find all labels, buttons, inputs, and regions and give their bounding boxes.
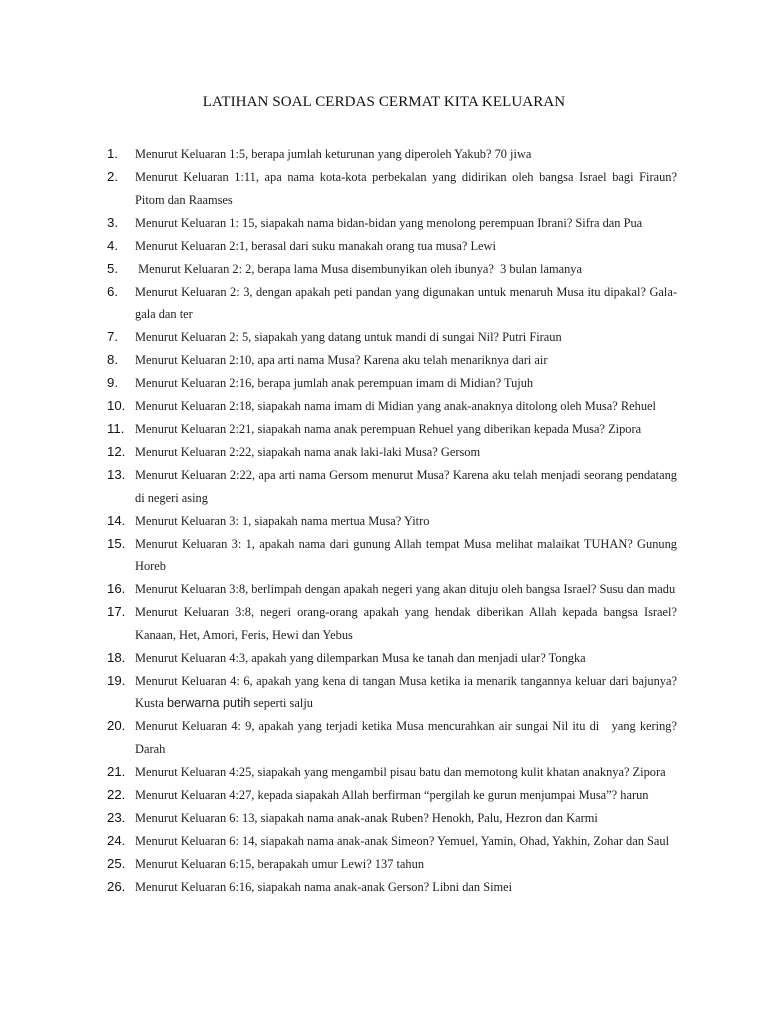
question-text: Menurut Keluaran 4:27, kepada siapakah Allah berfirman “pergilah ke gurun menjumpai Musa”? harun [135,787,649,802]
question-text: Menurut Keluaran 6:16, siapakah nama anak-anak Gerson? Libni dan Simei [135,879,513,894]
question-text [135,670,681,715]
list-item [107,876,677,899]
list-item [107,601,677,646]
question-text: Menurut Keluaran 6: 13, siapakah nama anak-anak Ruben? Henokh, Palu, Hezron dan Karmi [135,810,598,825]
question-text-part: seperti salju [250,696,313,710]
question-text: Menurut Keluaran 1:11, apa nama kota-kota perbekalan yang didirikan oleh bangsa Israel bagi Firaun? Pitom dan Raamses [135,170,677,207]
question-text: Menurut Keluaran 2: 2, berapa lama Musa disembunyikan oleh ibunya? 3 bulan lamanya [135,261,582,276]
question-text: Menurut Keluaran 4: 9, apakah yang terjadi ketika Musa mencurahkan air sungai Nil itu di yang kering? Darah [135,719,681,756]
question-text: Menurut Keluaran 2:22, siapakah nama anak laki-laki Musa? Gersom [135,445,481,459]
question-text: Menurut Keluaran 2:18, siapakah nama imam di Midian yang anak-anaknya ditolong oleh Musa? Rehuel [135,399,656,413]
list-number: 20. [107,718,126,733]
list-item [107,830,677,853]
list-item [107,647,677,670]
list-item [107,372,677,395]
list-item [107,235,677,258]
question-text: Menurut Keluaran 6: 14, siapakah nama anak-anak Simeon? Yemuel, Yamin, Ohad, Yakhin, Zohar dan Saul [135,833,670,848]
list-number: 4. [107,237,118,253]
list-number: 25. [107,855,126,871]
list-number: 14. [107,512,126,528]
question-text: Menurut Keluaran 2: 3, dengan apakah peti pandan yang digunakan untuk menaruh Musa itu dipakal? Gala-gala dan ter [135,284,677,321]
question-text: Menurut Keluaran 3: 1, apakah nama dari gunung Allah tempat Musa melihat malaikat TUHAN? Gunung Horeb [135,536,677,573]
question-text: Menurut Keluaran 2:16, berapa jumlah anak perempuan imam di Midian? Tujuh [135,376,534,390]
list-number: 19. [107,672,126,688]
question-text: Menurut Keluaran 4:3, apakah yang dilemparkan Musa ke tanah dan menjadi ular? Tongka [135,650,586,665]
question-text: Menurut Keluaran 1:5, berapa jumlah keturunan yang diperoleh Yakub? 70 jiwa [135,147,532,161]
list-item [107,510,677,533]
list-item [107,464,677,509]
question-text: Menurut Keluaran 3:8, negeri orang-orang apakah yang hendak diberikan Allah kepada bangsa Israel? Kanaan, Het, Amori, Feris, Hewi dan Yebus [135,605,677,642]
list-number: 12. [107,444,126,459]
list-number: 13. [107,467,126,482]
list-item [107,784,677,807]
list-number: 24. [107,832,126,848]
list-item [107,578,677,601]
list-number: 16. [107,581,126,596]
list-item [107,143,677,166]
list-item [107,166,677,211]
list-number: 3. [107,214,118,230]
list-number: 26. [107,878,126,894]
question-text: Menurut Keluaran 2:1, berasal dari suku manakah orang tua musa? Lewi [135,238,496,253]
question-text: Menurut Keluaran 2:21, siapakah nama anak perempuan Rehuel yang diberikan kepada Musa? Zipora [135,422,642,436]
question-text: Menurut Keluaran 3:8, berlimpah dengan apakah negeri yang akan dituju oleh bangsa Israel? Susu dan madu [135,582,676,596]
list-number: 11. [107,421,125,436]
list-number: 1. [107,146,118,161]
list-item [107,761,677,784]
question-text: Menurut Keluaran 2:22, apa arti nama Gersom menurut Musa? Karena aku telah menjadi seorang pendatang di negeri asing [135,468,677,505]
list-number: 5. [107,260,118,276]
list-number: 2. [107,169,118,184]
list-number: 21. [107,763,126,779]
list-number: 17. [107,604,126,619]
list-item [107,395,677,418]
list-item [107,807,677,830]
list-number: 9. [107,375,118,390]
list-item [107,853,677,876]
question-list [107,143,681,899]
list-number: 22. [107,786,126,802]
list-number: 10. [107,398,126,413]
page-title: LATIHAN SOAL CERDAS CERMAT KITA KELUARAN [202,94,566,110]
list-item [107,533,677,578]
question-text-highlight: berwarna putih [167,696,251,710]
list-number: 15. [107,535,126,551]
list-number: 7. [107,329,118,344]
list-item [107,281,677,326]
list-number: 23. [107,809,126,825]
list-number: 6. [107,283,118,299]
list-number: 18. [107,649,126,665]
list-number: 8. [107,352,118,367]
list-item [107,715,681,760]
question-text: Menurut Keluaran 4:25, siapakah yang mengambil pisau batu dan memotong kulit khatan anaknya? Zipora [135,764,666,779]
list-item [107,670,681,715]
question-text: Menurut Keluaran 6:15, berapakah umur Lewi? 137 tahun [135,856,425,871]
question-text: Menurut Keluaran 1: 15, siapakah nama bidan-bidan yang menolong perempuan Ibrani? Sifra dan Pua [135,215,643,230]
list-item [107,441,677,464]
list-item [107,326,677,349]
list-item [107,418,677,441]
list-item [107,349,677,372]
list-item [107,258,677,281]
question-text-part: Menurut Keluaran 4: 6, apakah yang kena di tangan Musa ketika ia menarik tangannya keluar dari bajunya? Kusta [135,673,681,710]
question-text: Menurut Keluaran 2:10, apa arti nama Musa? Karena aku telah menariknya dari air [135,353,548,367]
list-item [107,212,677,235]
question-text: Menurut Keluaran 2: 5, siapakah yang datang untuk mandi di sungai Nil? Putri Firaun [135,330,562,344]
question-text: Menurut Keluaran 3: 1, siapakah nama mertua Musa? Yitro [135,513,430,528]
